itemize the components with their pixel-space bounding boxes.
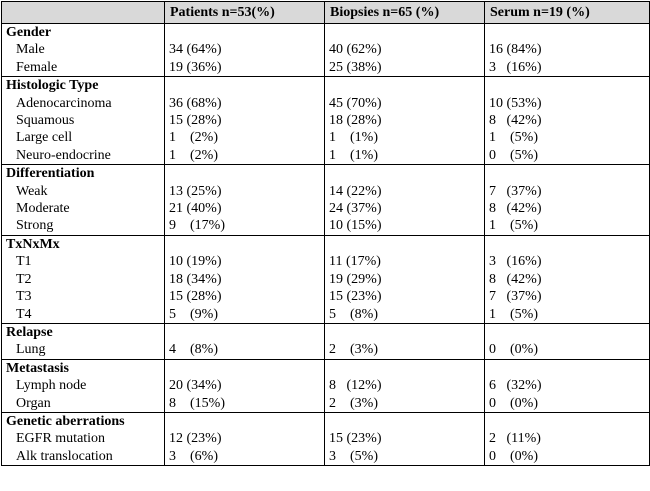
group-title: TxNxMx [2,235,165,253]
row-label: Male [2,41,165,58]
patients-value: 15 (28%) [165,288,325,305]
table-group [2,24,650,77]
empty-cell [325,359,485,377]
empty-cell [165,359,325,377]
patients-value: 12 (23%) [165,430,325,447]
empty-cell [485,323,650,341]
serum-value: 0 (0%) [485,341,650,359]
table-group [2,77,650,165]
empty-cell [165,235,325,253]
patients-value: 34 (64%) [165,41,325,58]
serum-value: 1 (5%) [485,129,650,146]
table-row [2,95,650,112]
biopsies-value: 11 (17%) [325,253,485,270]
biopsies-value: 1 (1%) [325,129,485,146]
empty-cell [325,24,485,42]
table-row [2,129,650,146]
empty-cell [485,359,650,377]
empty-cell [485,77,650,95]
row-label: T1 [2,253,165,270]
clinical-characteristics-table [1,1,650,466]
header-serum: Serum n=19 (%) [485,2,650,24]
biopsies-value: 1 (1%) [325,147,485,165]
biopsies-value: 10 (15%) [325,217,485,235]
patients-value: 19 (36%) [165,59,325,77]
patients-value: 1 (2%) [165,129,325,146]
biopsies-value: 15 (23%) [325,288,485,305]
row-label: Neuro-endocrine [2,147,165,165]
biopsies-value: 25 (38%) [325,59,485,77]
biopsies-value: 14 (22%) [325,183,485,200]
empty-cell [485,235,650,253]
table-row [2,430,650,447]
table-row [2,147,650,165]
group-header-row [2,165,650,183]
serum-value: 6 (32%) [485,377,650,394]
table-row [2,341,650,359]
header-blank-cell [2,2,165,24]
table-row [2,183,650,200]
row-label: EGFR mutation [2,430,165,447]
table-row [2,306,650,324]
patients-value: 10 (19%) [165,253,325,270]
patients-value: 9 (17%) [165,217,325,235]
group-header-row [2,235,650,253]
empty-cell [325,412,485,430]
empty-cell [325,235,485,253]
serum-value: 7 (37%) [485,288,650,305]
biopsies-value: 2 (3%) [325,341,485,359]
group-title: Differentiation [2,165,165,183]
group-header-row [2,359,650,377]
empty-cell [325,323,485,341]
group-title: Genetic aberrations [2,412,165,430]
row-label: Weak [2,183,165,200]
serum-value: 0 (0%) [485,448,650,466]
table-row [2,377,650,394]
biopsies-value: 45 (70%) [325,95,485,112]
empty-cell [165,412,325,430]
serum-value: 16 (84%) [485,41,650,58]
group-title: Metastasis [2,359,165,377]
biopsies-value: 5 (8%) [325,306,485,324]
serum-value: 0 (5%) [485,147,650,165]
patients-value: 15 (28%) [165,112,325,129]
patients-value: 3 (6%) [165,448,325,466]
table-group [2,412,650,465]
row-label: Alk translocation [2,448,165,466]
patients-value: 1 (2%) [165,147,325,165]
patients-value: 4 (8%) [165,341,325,359]
empty-cell [165,77,325,95]
patients-value: 36 (68%) [165,95,325,112]
biopsies-value: 8 (12%) [325,377,485,394]
group-header-row [2,24,650,42]
serum-value: 2 (11%) [485,430,650,447]
row-label: Organ [2,395,165,413]
row-label: Moderate [2,200,165,217]
table-row [2,41,650,58]
row-label: T2 [2,271,165,288]
group-title: Relapse [2,323,165,341]
group-header-row [2,323,650,341]
group-header-row [2,77,650,95]
serum-value: 8 (42%) [485,200,650,217]
table-row [2,200,650,217]
header-row [2,2,650,24]
biopsies-value: 40 (62%) [325,41,485,58]
table-row [2,112,650,129]
serum-value: 8 (42%) [485,112,650,129]
empty-cell [485,412,650,430]
empty-cell [485,24,650,42]
table-row [2,271,650,288]
header-biopsies: Biopsies n=65 (%) [325,2,485,24]
biopsies-value: 24 (37%) [325,200,485,217]
serum-value: 1 (5%) [485,306,650,324]
table-row [2,288,650,305]
biopsies-value: 3 (5%) [325,448,485,466]
patients-value: 5 (9%) [165,306,325,324]
biopsies-value: 18 (28%) [325,112,485,129]
table-row [2,59,650,77]
row-label: Lung [2,341,165,359]
table-row [2,253,650,270]
row-label: Large cell [2,129,165,146]
table-group [2,235,650,323]
header-patients: Patients n=53(%) [165,2,325,24]
row-label: Female [2,59,165,77]
group-header-row [2,412,650,430]
empty-cell [325,77,485,95]
table-group [2,323,650,359]
table-row [2,395,650,413]
serum-value: 1 (5%) [485,217,650,235]
table-group [2,359,650,412]
empty-cell [165,323,325,341]
row-label: T3 [2,288,165,305]
biopsies-value: 2 (3%) [325,395,485,413]
row-label: Squamous [2,112,165,129]
row-label: Strong [2,217,165,235]
patients-value: 13 (25%) [165,183,325,200]
row-label: Lymph node [2,377,165,394]
empty-cell [485,165,650,183]
empty-cell [165,165,325,183]
serum-value: 3 (16%) [485,253,650,270]
empty-cell [325,165,485,183]
row-label: T4 [2,306,165,324]
patients-value: 8 (15%) [165,395,325,413]
patients-value: 18 (34%) [165,271,325,288]
patients-value: 20 (34%) [165,377,325,394]
row-label: Adenocarcinoma [2,95,165,112]
serum-value: 10 (53%) [485,95,650,112]
biopsies-value: 19 (29%) [325,271,485,288]
serum-value: 8 (42%) [485,271,650,288]
serum-value: 0 (0%) [485,395,650,413]
biopsies-value: 15 (23%) [325,430,485,447]
empty-cell [165,24,325,42]
serum-value: 3 (16%) [485,59,650,77]
group-title: Histologic Type [2,77,165,95]
table-group [2,165,650,236]
serum-value: 7 (37%) [485,183,650,200]
group-title: Gender [2,24,165,42]
table-row [2,448,650,466]
patients-value: 21 (40%) [165,200,325,217]
table-row [2,217,650,235]
